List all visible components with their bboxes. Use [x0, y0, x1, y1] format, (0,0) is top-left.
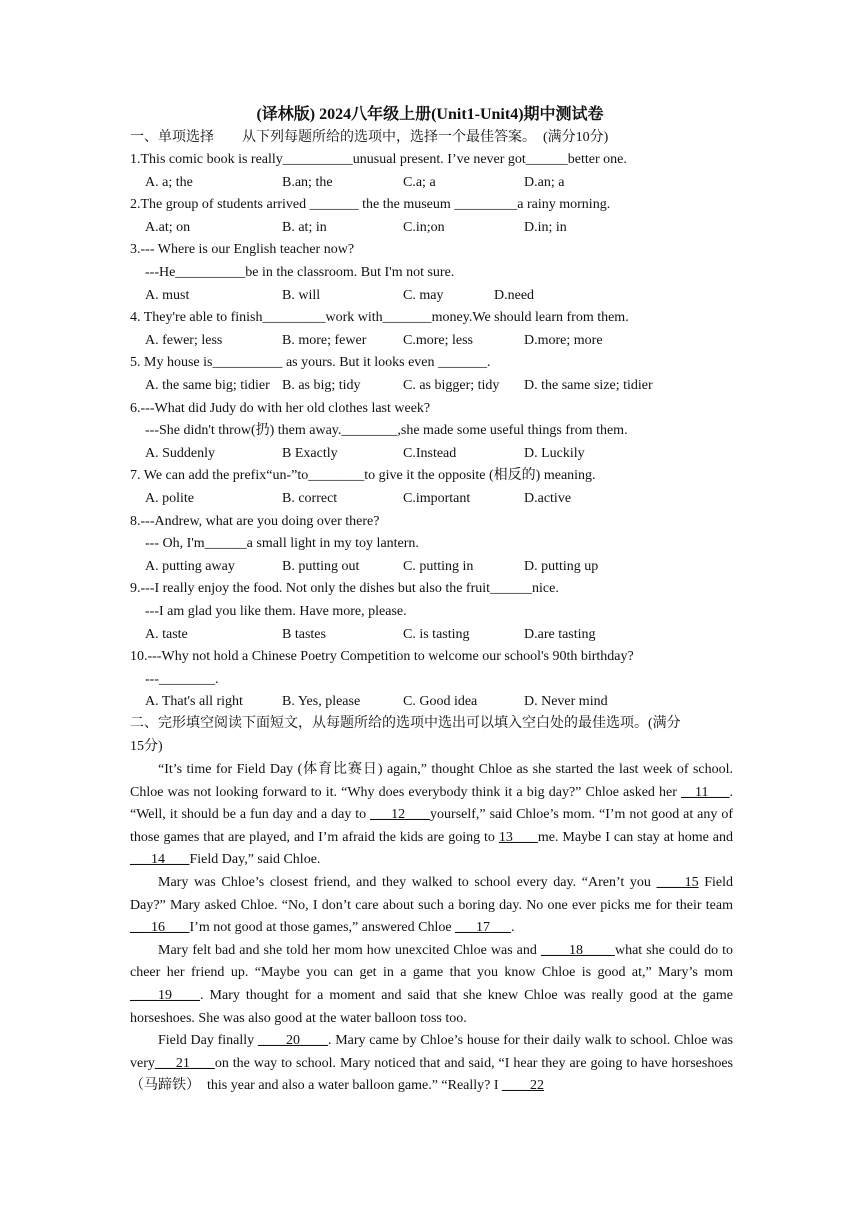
section1-heading: 一、单项选择 从下列每题所给的选项中，选择一个最佳答案。 (满分10分) [130, 130, 609, 145]
cloze-text: yourself,” said Chloe’s mom. “I’m not good at any of those games that are played, and I’m afraid the kids are going to [130, 807, 734, 845]
answer-option[interactable]: D. putting up [524, 558, 599, 574]
question-stem: 3.--- Where is our English teacher now? [130, 242, 355, 258]
answer-options [145, 174, 745, 192]
answer-option[interactable]: C.a; a [403, 174, 436, 190]
cloze-blank[interactable]: ___17___ [455, 920, 512, 936]
answer-option[interactable]: A. putting away [145, 558, 235, 574]
answer-option[interactable]: C. Good idea [403, 694, 478, 710]
answer-option[interactable]: C. putting in [403, 558, 474, 574]
answer-option[interactable]: A. taste [145, 626, 188, 642]
answer-option[interactable]: D.are tasting [524, 626, 596, 642]
cloze-blank[interactable]: ____20____ [257, 1033, 328, 1049]
answer-options [145, 377, 745, 395]
cloze-blank[interactable]: ____15 [656, 874, 699, 890]
cloze-text: Field Day finally [158, 1033, 258, 1049]
section2-heading: 二、完形填空阅读下面短文，从每题所给的选项中选出可以填入空白处的最佳选项。(满分 [130, 716, 681, 731]
cloze-blank[interactable]: ___21___ [154, 1055, 215, 1071]
answer-option[interactable]: D. the same size; tidier [524, 378, 653, 393]
cloze-blank[interactable]: ___12___ [370, 807, 431, 823]
cloze-text: on the way to school. Mary noticed that and said, “I hear they are going to have horseshoes（马蹄铁） this year and also a water balloon game.” “Really? I [130, 1055, 733, 1094]
answer-options [145, 626, 745, 644]
answer-option[interactable]: D. Never mind [524, 694, 608, 710]
answer-option[interactable]: B. at; in [282, 219, 327, 235]
cloze-blank[interactable]: __11___ [681, 784, 730, 800]
answer-option[interactable]: D.need [494, 287, 535, 303]
answer-options [145, 490, 745, 508]
answer-options [145, 332, 745, 350]
cloze-blank[interactable]: 13___ [498, 829, 538, 845]
question-stem: 4. They're able to finish_________work with_______money.We should learn from them. [130, 310, 629, 326]
answer-option[interactable]: A. Suddenly [145, 445, 215, 461]
answer-option[interactable]: A. the same big; tidier [145, 378, 270, 393]
question-stem: 1.This comic book is really__________unusual present. I’ve never got______better one. [130, 152, 627, 167]
answer-options [145, 287, 745, 305]
question-line: ---________. [145, 671, 219, 687]
cloze-blank[interactable]: ____22 [502, 1078, 545, 1094]
page-title: (译林版) 2024八年级上册(Unit1-Unit4)期中测试卷 [256, 106, 604, 123]
answer-option[interactable]: B tastes [282, 626, 326, 642]
answer-option[interactable]: B. Yes, please [282, 694, 361, 710]
section2-heading-cont: 15分) [130, 739, 163, 754]
answer-options [145, 219, 745, 237]
cloze-blank[interactable]: ___16___ [130, 920, 190, 936]
cloze-text: me. Maybe I can stay at home and [537, 829, 734, 845]
answer-option[interactable]: B. correct [282, 491, 338, 506]
cloze-text: Field Day,” said Chloe. [189, 852, 321, 868]
cloze-text: “It’s time for Field Day (体育比赛日) again,” thought Chloe as she started the last week of school. Chloe was not looking forward to it. “Why does everybody think it a big day?” Chloe asked her [130, 762, 733, 800]
cloze-passage [130, 759, 733, 1098]
cloze-blank[interactable]: ____18____ [540, 942, 615, 958]
answer-option[interactable]: B.an; the [282, 174, 333, 190]
answer-option[interactable]: A. polite [145, 491, 194, 506]
cloze-text: . Mary came by Chloe’s house for their daily walk to school. Chloe was very [130, 1033, 733, 1071]
cloze-blank[interactable]: ____19____ [130, 987, 200, 1003]
answer-option[interactable]: C. may [403, 287, 444, 303]
question-stem: 5. My house is__________ as yours. But it looks even _______. [130, 355, 491, 371]
answer-option[interactable]: D.in; in [524, 219, 567, 235]
answer-option[interactable]: B. putting out [282, 558, 360, 574]
cloze-text: Field Day?” Mary asked Chloe. “No, I don’t care about such a boring day. No one ever picks me for their team [130, 874, 733, 913]
answer-option[interactable]: B Exactly [282, 445, 338, 461]
cloze-text: Mary was Chloe’s closest friend, and they walked to school every day. “Aren’t you [158, 874, 657, 890]
answer-options [145, 558, 745, 576]
answer-options [145, 693, 745, 711]
cloze-blank[interactable]: ___14___ [130, 852, 190, 868]
question-stem: 2.The group of students arrived _______ the the museum _________a rainy morning. [130, 197, 611, 213]
answer-option[interactable]: A.at; on [145, 219, 191, 235]
answer-option[interactable]: C.Instead [403, 445, 457, 461]
answer-option[interactable]: A. fewer; less [145, 332, 223, 348]
answer-option[interactable]: D.more; more [524, 332, 603, 348]
question-stem: 10.---Why not hold a Chinese Poetry Competition to welcome our school's 90th birthday? [130, 649, 634, 665]
question-line: --- Oh, I'm______a small light in my toy lantern. [145, 536, 419, 552]
question-stem: 6.---What did Judy do with her old clothes last week? [130, 400, 431, 416]
answer-option[interactable]: D. Luckily [524, 445, 585, 461]
answer-option[interactable]: B. more; fewer [282, 332, 367, 348]
question-line: ---He__________be in the classroom. But I'm not sure. [145, 265, 455, 280]
cloze-paragraph [130, 940, 733, 1030]
cloze-text: I’m not good at those games,” answered Chloe [189, 920, 456, 936]
question-stem: 7. We can add the prefix“un-”to________to give it the opposite (相反的) meaning. [130, 468, 596, 484]
question-stem: 9.---I really enjoy the food. Not only the dishes but also the fruit______nice. [130, 581, 559, 597]
answer-option[interactable]: D.an; a [524, 174, 565, 190]
cloze-text: what she could do to cheer her friend up. “Maybe you can get in a game that you know Chloe is good at,” Mary’s mom [130, 942, 733, 981]
answer-option[interactable]: A. a; the [145, 174, 193, 190]
cloze-paragraph [130, 759, 733, 872]
cloze-paragraph [130, 872, 733, 940]
answer-options [145, 445, 745, 463]
answer-option[interactable]: D.active [524, 491, 572, 506]
question-stem: 8.---Andrew, what are you doing over there? [130, 513, 380, 529]
answer-option[interactable]: B. will [282, 287, 321, 303]
cloze-text: . “Well, it should be a fun day and a day to [130, 784, 733, 823]
answer-option[interactable]: C.important [403, 491, 471, 506]
answer-option[interactable]: C. is tasting [403, 626, 470, 642]
answer-option[interactable]: A. must [145, 287, 190, 303]
cloze-text: . [511, 920, 515, 936]
answer-option[interactable]: C.more; less [403, 332, 473, 348]
question-line: ---I am glad you like them. Have more, please. [145, 604, 407, 619]
answer-option[interactable]: C. as bigger; tidy [403, 378, 500, 393]
cloze-paragraph [130, 1030, 733, 1098]
answer-option[interactable]: A. That's all right [145, 694, 243, 710]
cloze-text: . Mary thought for a moment and said that she knew Chloe was really good at the game horseshoes. She was also good at the water balloon toss too. [130, 987, 733, 1026]
cloze-text: Mary felt bad and she told her mom how unexcited Chloe was and [158, 942, 541, 958]
answer-option[interactable]: B. as big; tidy [282, 378, 361, 393]
answer-option[interactable]: C.in;on [403, 219, 445, 235]
question-line: ---She didn't throw(扔) them away.________,she made some useful things from them. [145, 423, 628, 439]
